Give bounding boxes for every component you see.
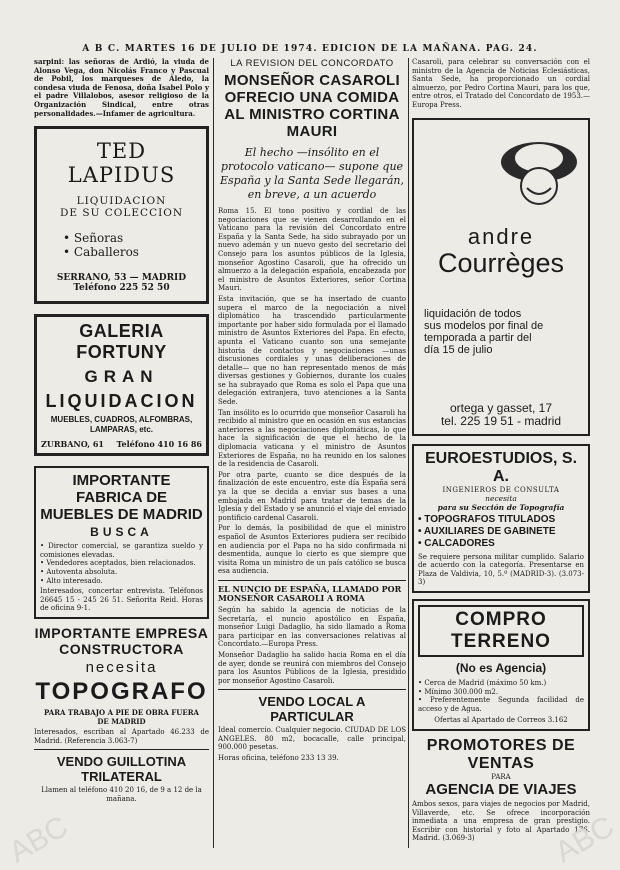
terreno-bullet-2: • Mínimo 300.000 m2. (418, 687, 499, 696)
courreges-text (424, 308, 580, 356)
local-phone: Horas oficina, teléfono 233 13 39. (218, 754, 339, 763)
divider (34, 749, 209, 750)
watermark-right: ABC (549, 809, 620, 870)
column-right (412, 58, 590, 843)
terreno-sub: (No es Agencia) (455, 660, 547, 675)
fortuny-phone: Teléfono 410 16 86 (116, 439, 202, 450)
article-body-4: Por otra parte, cuanto se dice después de la finalización de este encuentro, este día España será ya la que se decida a enviar sus bases a una embajada en Madrid para tratar de temas de la Iglesia y del Estado y se anunció el viaje del enviado pontificio cardenal Casaroli. (218, 470, 406, 522)
article-body-3: Tan insólito es lo ocurrido que monseñor Casaroli ha recibido al ministro que en ocasión en sus estancias anteriores a las negociaciones diplomáticas, lo que hace la significación de que el hecho de la diplomacia vaticana y el ministro de Asuntos Exteriores de España, no ha reunido en los salones de la residencia de Casaroli. (218, 408, 406, 469)
ted-line1: LIQUIDACION (76, 195, 167, 208)
column-left (34, 58, 209, 803)
divider (218, 689, 406, 690)
fortuny-title: GALERIA FORTUNY (76, 321, 167, 363)
courreges-andre: andre (467, 223, 535, 249)
ted-title: TED LAPIDUS (67, 139, 176, 188)
fortuny-address: ZURBANO, 61 (41, 439, 104, 450)
ted-line2: DE SU COLECCION (59, 207, 184, 220)
empresa-sub: PARA TRABAJO A PIE DE OBRA FUERA DE MADRID (44, 707, 199, 726)
page-header: A B C. MARTES 16 DE JULIO DE 1974. EDICION DE LA MAÑANA. PAG. 24. (82, 44, 538, 54)
guillotina-title: VENDO GUILLOTINA TRILATERAL (56, 754, 187, 785)
euro-text: Se requiere persona militar cumplido. Salario de acuerdo con la categoría. Presentarse en Plaza de Valdivia, 10, 5.º (MADRID-3). (3.073-3) (418, 552, 584, 587)
article-body-5: Por lo demás, la posibilidad de que el ministro español de Asuntos Exteriores pudiera ser recibido en audiencia por el Papa no ha sido confirmada ni desmentida, aunque lo cierto es que siempre que visita Roma un ministro de un país católico se busca esa audiencia. (218, 524, 406, 576)
fortuny-liquidacion: LIQUIDACION (45, 391, 198, 412)
article-lead: El hecho —insólito en el protocolo vaticano— supone que España y la Santa Sede llegarán, en breve, a un acuerdo (220, 146, 404, 201)
promotores-text: Ambos sexos, para viajes de negocios por Madrid, Villaverde, etc. Se ofrece incorporación inmediata a una empresa de gran prestigio. Escribir con historial y foto al Apartado 176. Madrid. (3.069-3) (412, 799, 590, 843)
euro-bullet-2: • AUXILIARES DE GABINETE (418, 525, 556, 537)
article-body-2: Esta invitación, que se ha insertado de cuanto supera el marco de la negociación a nivel diplomático ha trascendido particularmente importante por haber sido formulada por el llamado ministro de Asuntos Exteriores del Papa. En efecto, apunta el Vaticano cuanto son una semejante historia de contactos y negociaciones —unas discusiones cordiales y unas deliberaciones de detalle— que no han representado menos de más diversas gestiones y Gobiernos, durante los cuales se ha subrayado que Roma es solo el Papa que una delegación extranjera, tuvo atenciones a la Santa Sede. (218, 294, 406, 407)
euro-bullet-3: • CALCADORES (418, 537, 495, 549)
empresa-topografo: TOPOGRAFO (35, 677, 208, 705)
ad-local (218, 694, 406, 762)
euro-necesita: necesita (485, 493, 517, 503)
subarticle-headline: EL NUNCIO DE ESPAÑA, LLAMADO POR MONSEÑOR CASAROLI A ROMA (218, 583, 402, 604)
empresa-necesita: necesita (85, 658, 158, 676)
fortuny-items: MUEBLES, CUADROS, ALFOMBRAS, LAMPARAS, etc. (50, 415, 193, 435)
ad-empresa-constructora (34, 625, 209, 745)
article-headline: MONSEÑOR CASAROLI OFRECIO UNA COMIDA AL MINISTRO CORTINA MAURI (224, 72, 400, 140)
divider (218, 580, 406, 581)
empresa-title: IMPORTANTE EMPRESA CONSTRUCTORA (34, 624, 209, 657)
ted-phone: Teléfono 225 52 50 (73, 283, 170, 294)
euro-title: EUROESTUDIOS, S. A. (424, 449, 578, 485)
ted-item-ladies: • Señoras (63, 231, 124, 246)
ad-galeria-fortuny (34, 314, 209, 456)
subarticle-body-1: Según ha sabido la agencia de noticias de la Secretaría, el nuncio apostólico en España, monseñor Luigi Dadaglio, ha sido llamado a Roma para participar en las conversaciones relativas al Concordato.—Europa Press. (218, 605, 406, 649)
ad-guillotina (34, 754, 209, 803)
ad-promotores (412, 737, 590, 843)
fabrica-bullet-2: • Vendedores aceptados, bien relacionados. (40, 559, 196, 568)
fabrica-bullet-1: • Director comercial, se garantiza sueldo y comisiones elevadas. (40, 542, 203, 559)
euro-sub: INGENIEROS DE CONSULTA (442, 485, 560, 494)
column-rule-left (213, 58, 214, 848)
fabrica-contact: Interesados, concertar entrevista. Teléfonos 26645 15 - 245 26 51. Señorita Reid. Horas de oficina 9-1. (40, 587, 203, 613)
ad-ted-lapidus (34, 126, 209, 304)
promotores-agencia: AGENCIA DE VIAJES (425, 780, 577, 798)
terreno-bullet-1: • Cerca de Madrid (máximo 50 km.) (418, 678, 547, 687)
courreges-text-1: liquidación de todos (424, 307, 522, 320)
courreges-phone: tel. 225 19 51 - madrid (440, 413, 562, 428)
courreges-address-block (420, 402, 582, 428)
guillotina-text: Llamen al teléfono 410 20 16, de 9 a 12 de la mañana. (41, 786, 202, 803)
empresa-contact: Interesados, escriban al Apartado 46.233 de Madrid. (Referencia 3.063-7) (34, 727, 209, 745)
courreges-logo: Courrèges (437, 247, 565, 278)
ted-address: SERRANO, 53 — MADRID (56, 273, 187, 284)
ad-fabrica-muebles (34, 466, 209, 619)
euro-bullet-1: • TOPOGRAFOS TITULADOS (418, 513, 556, 525)
fabrica-bullet-4: • Alto interesado. (40, 576, 103, 585)
fabrica-busca: BUSCA (90, 525, 153, 540)
euro-para: para su Sección de Topografía (437, 502, 565, 512)
courreges-text-3: temporada a partir del (424, 331, 532, 344)
fabrica-title: IMPORTANTE FABRICA DE MUEBLES DE MADRID (40, 472, 203, 524)
ted-item-gents: • Caballeros (63, 245, 139, 260)
courreges-address: ortega y gasset, 17 (449, 400, 553, 415)
promotores-para: PARA (491, 772, 511, 781)
article-body-1: Roma 15. El tono positivo y cordial de las negociaciones que se vienen desarrollando en el Vaticano para la revisión del Concordato entre España y la Santa Sede, ha sido subrayado por un nuevo ademán y un nuevo gesto del secretario del Consejo para los asuntos públicos de la Iglesia, monseñor Agostino Casaroli, que ha ofrecido un almuerzo a la delegación española, encabezada por el ministro de Asuntos Exteriores, señor Cortina Mauri. (218, 207, 406, 293)
watermark-left: ABC (3, 809, 74, 870)
ad-euroestudios (412, 444, 590, 593)
terreno-bullet-3: • Preferentemente Segunda facilidad de acceso y de Agua. (418, 696, 584, 713)
fortuny-contact (41, 439, 202, 449)
fabrica-bullet-3: • Autoventa absoluta. (40, 567, 118, 576)
local-text: Ideal comercio. Cualquier negocio. CIUDAD DE LOS ANGELES. 80 m2, bocacalle, calle principal, 900.000 pesetas. (218, 726, 406, 752)
ad-compro-terreno (412, 599, 590, 731)
article-kicker: LA REVISION DEL CONCORDATO (230, 58, 394, 69)
hat-illustration (494, 128, 584, 210)
continuation-text: Casaroli, para celebrar su conversación con el ministro de la Agencia de Noticias Eclesiásticas, Santa Sede, ha proporcionado un cordial almuerzo, por Pedro Cortina Mauri, para los que, entre otros, el Tratado del Concordato de 1953.—Europa Press. (412, 58, 590, 109)
terreno-contact: Ofertas al Apartado de Correos 3.162 (434, 716, 568, 725)
column-center (218, 58, 406, 763)
promotores-title: PROMOTORES DE VENTAS (426, 736, 576, 772)
ad-courreges (412, 118, 590, 436)
courreges-text-4: día 15 de julio (424, 343, 493, 356)
column-rule-right (408, 58, 409, 848)
courreges-text-2: sus modelos por final de (424, 319, 544, 332)
fortuny-gran: GRAN (84, 367, 159, 387)
subarticle-body-2: Monseñor Dadaglio ha salido hacia Roma en el día de ayer, donde se reunirá con miembros del Consejo para los Asuntos Públicos de la Iglesia, presidido por monseñor Agostino Casaroli. (218, 650, 406, 685)
local-title: VENDO LOCAL A PARTICULAR (258, 694, 366, 725)
terreno-title: COMPRO TERRENO (418, 605, 584, 657)
social-note: sarpini: las señoras de Ardió, la viuda de Alonso Vega, don Nicolás Franco y Pascual de Pobil, los marqueses de Aledo, la condesa viuda de Fenosa, doña Isabel Polo y el padre Villalobos, asesor religioso de la Organización Sindical, entre otras personalidades.—Infamer de agricultura. (34, 57, 209, 118)
